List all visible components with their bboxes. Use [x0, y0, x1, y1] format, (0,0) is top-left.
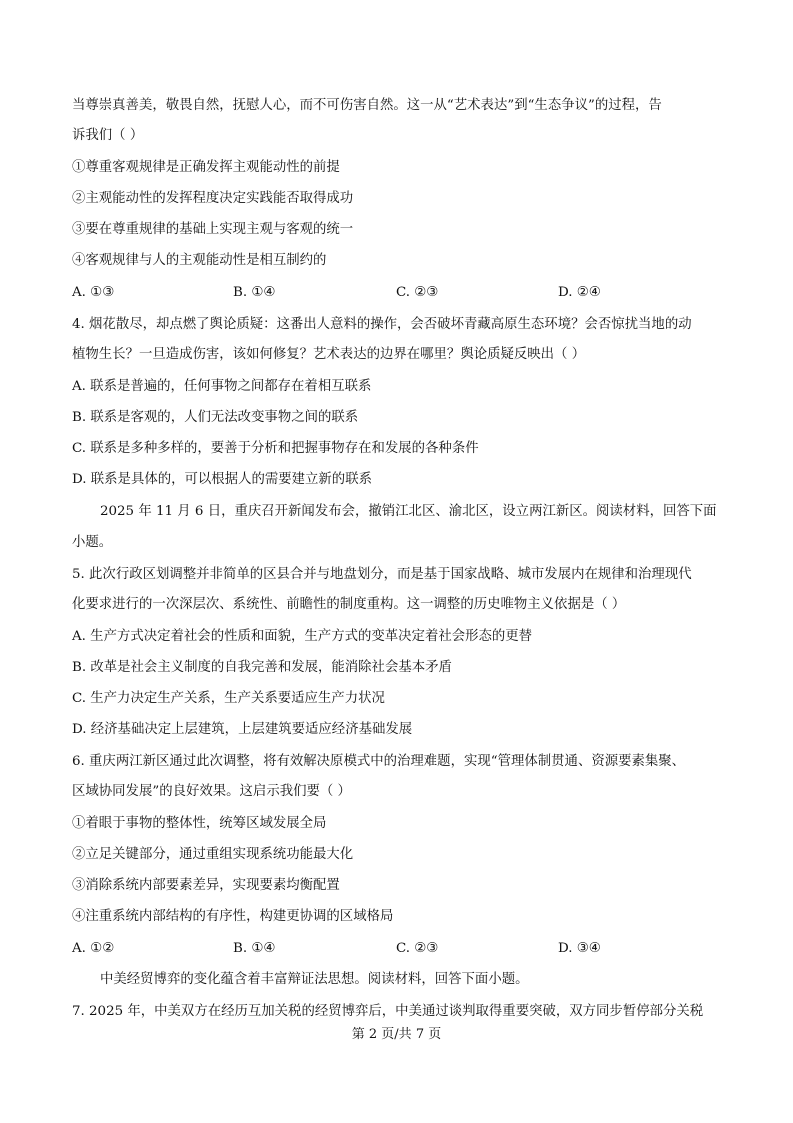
q5-option-b: B. 改革是社会主义制度的自我完善和发展，能消除社会基本矛盾	[72, 660, 452, 675]
statement-3: ③要在尊重规律的基础上实现主观与客观的统一	[72, 222, 354, 237]
q6-option-a: A. ①②	[72, 941, 115, 956]
text-line: 当尊崇真善美，敬畏自然，抚慰人心，而不可伤害自然。这一从“艺术表达”到“生态争议”的过程，告	[72, 98, 662, 113]
text-line: 诉我们（ ）	[72, 128, 144, 143]
question-5: 5. 此次行政区划调整并非简单的区县合并与地盘划分，而是基于国家战略、城市发展内在规律和治理现代	[72, 567, 692, 582]
question-6-cont: 区域协同发展”的良好效果。这启示我们要（ ）	[72, 784, 351, 799]
material-2: 中美经贸博弈的变化蕴含着丰富辩证法思想。阅读材料，回答下面小题。	[100, 972, 529, 987]
q6-statement-4: ④注重系统内部结构的有序性，构建更协调的区域格局	[72, 909, 394, 924]
statement-2: ②主观能动性的发挥程度决定实践能否取得成功	[72, 191, 354, 206]
q6-statement-3: ③消除系统内部要素差异，实现要素均衡配置	[72, 878, 340, 893]
q6-statement-1: ①着眼于事物的整体性，统筹区域发展全局	[72, 816, 327, 831]
material-1-cont: 小题。	[72, 535, 113, 550]
material-1: 2025 年 11 月 6 日，重庆召开新闻发布会，撤销江北区、渝北区，设立两江新区。阅读材料，回答下面	[100, 504, 717, 519]
q5-option-c: C. 生产力决定生产关系，生产关系要适应生产力状况	[72, 691, 385, 706]
option-d: D. ②④	[558, 285, 601, 300]
q5-option-d: D. 经济基础决定上层建筑，上层建筑要适应经济基础发展	[72, 722, 413, 737]
q6-option-b: B. ①④	[233, 941, 276, 956]
option-b: B. ①④	[233, 285, 276, 300]
q4-option-c: C. 联系是多种多样的，要善于分析和把握事物存在和发展的各种条件	[72, 441, 479, 456]
option-a: A. ①③	[72, 285, 115, 300]
question-7: 7. 2025 年，中美双方在经历互加关税的经贸博弈后，中美通过谈判取得重要突破，双方同步暂停部分关税	[72, 1004, 704, 1019]
q6-option-c: C. ②③	[396, 941, 439, 956]
q4-option-a: A. 联系是普遍的，任何事物之间都存在着相互联系	[72, 379, 372, 394]
q6-statement-2: ②立足关键部分，通过重组实现系统功能最大化	[72, 847, 354, 862]
statement-4: ④客观规律与人的主观能动性是相互制约的	[72, 253, 327, 268]
q6-option-d: D. ③④	[558, 941, 601, 956]
q5-option-a: A. 生产方式决定着社会的性质和面貌，生产方式的变革决定着社会形态的更替	[72, 629, 533, 644]
question-5-cont: 化要求进行的一次深层次、系统性、前瞻性的制度重构。这一调整的历史唯物主义依据是（ ）	[72, 597, 626, 612]
statement-1: ①尊重客观规律是正确发挥主观能动性的前提	[72, 160, 340, 175]
q4-option-d: D. 联系是具体的，可以根据人的需要建立新的联系	[72, 472, 372, 487]
question-4: 4. 烟花散尽，却点燃了舆论质疑：这番出人意料的操作，会否破坏青藏高原生态环境？会否惊扰当地的动	[72, 317, 692, 332]
question-4-cont: 植物生长？一旦造成伤害，该如何修复？艺术表达的边界在哪里？舆论质疑反映出（ ）	[72, 347, 586, 362]
question-6: 6. 重庆两江新区通过此次调整，将有效解决原模式中的治理难题，实现“管理体制贯通、资源要素集聚、	[72, 754, 686, 769]
page-footer: 第 2 页/共 7 页	[351, 1027, 442, 1042]
option-c: C. ②③	[396, 285, 439, 300]
q4-option-b: B. 联系是客观的，人们无法改变事物之间的联系	[72, 410, 359, 425]
